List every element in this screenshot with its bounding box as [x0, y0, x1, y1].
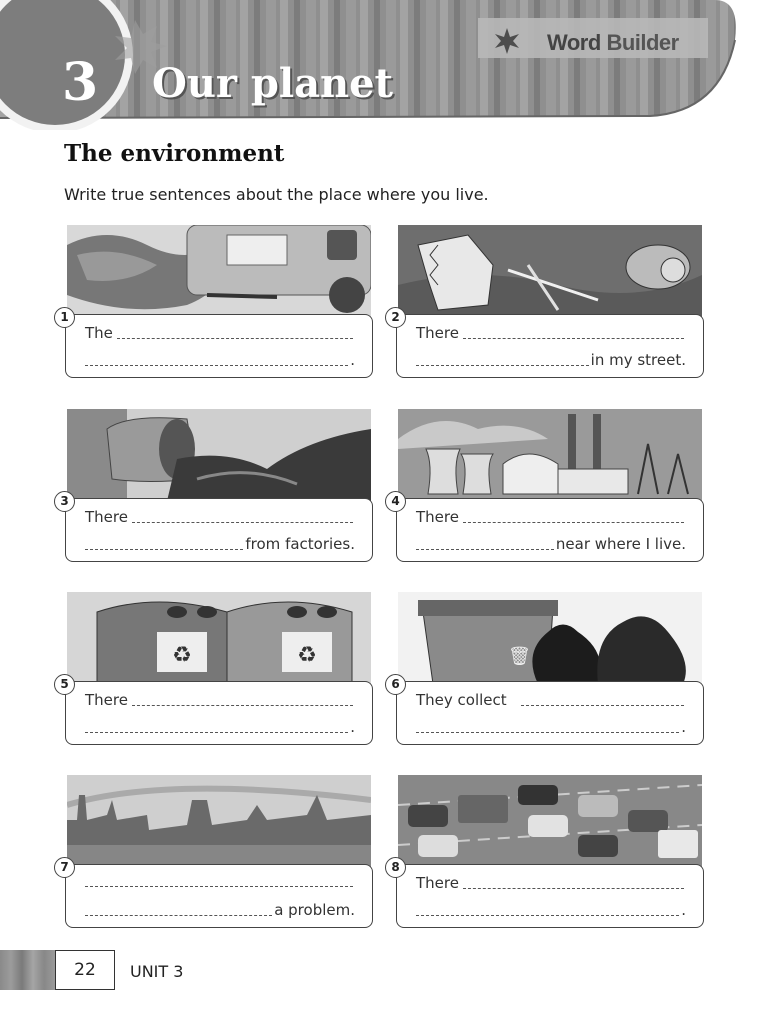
answer-line-2[interactable]: .: [85, 351, 355, 369]
answer-line-1[interactable]: There: [416, 508, 686, 526]
unit-header: [0, 0, 768, 130]
answer-line-1[interactable]: There: [416, 874, 686, 892]
exercise-card-6: [391, 592, 704, 748]
page-title: Our planet: [152, 60, 394, 107]
answer-line-1[interactable]: They collect: [416, 691, 686, 709]
exercise-number: 6: [385, 674, 406, 695]
smog-city-image: [67, 775, 371, 867]
answer-box[interactable]: [391, 310, 704, 378]
traffic-jam-image: [398, 775, 702, 867]
unit-number: 3: [62, 52, 99, 113]
recycling-bins-image: [67, 592, 371, 684]
answer-line-2[interactable]: from factories.: [85, 535, 355, 553]
exercise-number: 1: [54, 307, 75, 328]
exercise-card-5: [60, 592, 373, 748]
unit-label: UNIT 3: [130, 962, 184, 981]
answer-line-1[interactable]: There: [85, 691, 355, 709]
instructions: Write true sentences about the place where you live.: [64, 185, 489, 204]
svg-text:♻: ♻: [172, 643, 192, 668]
factory-pipe-image: [67, 409, 371, 501]
exercise-card-8: [391, 775, 704, 931]
answer-box[interactable]: [391, 677, 704, 745]
exercise-card-1: [60, 225, 373, 381]
answer-box[interactable]: [60, 677, 373, 745]
exercise-number: 2: [385, 307, 406, 328]
answer-line-1[interactable]: There: [85, 508, 355, 526]
answer-box[interactable]: [391, 494, 704, 562]
answer-line-2[interactable]: .: [416, 718, 686, 736]
answer-line-1[interactable]: [85, 874, 355, 890]
exercise-card-2: [391, 225, 704, 381]
page-number: 22: [55, 950, 115, 990]
answer-line-1[interactable]: The: [85, 324, 355, 342]
exercise-number: 4: [385, 491, 406, 512]
answer-box[interactable]: [60, 310, 373, 378]
car-exhaust-image: [67, 225, 371, 317]
exercise-card-7: [60, 775, 373, 931]
answer-line-2[interactable]: near where I live.: [416, 535, 686, 553]
svg-text:♻: ♻: [297, 643, 317, 668]
word-builder-label: Word Builder: [547, 30, 679, 55]
answer-box[interactable]: [60, 494, 373, 562]
answer-line-1[interactable]: There: [416, 324, 686, 342]
section-title: The environment: [64, 140, 285, 167]
exercise-number: 7: [54, 857, 75, 878]
answer-line-2[interactable]: .: [85, 718, 355, 736]
svg-text:🗑: 🗑: [508, 646, 531, 667]
exercise-number: 5: [54, 674, 75, 695]
litter-image: [398, 225, 702, 317]
answer-line-2[interactable]: in my street.: [416, 351, 686, 369]
exercise-number: 3: [54, 491, 75, 512]
exercise-card-4: [391, 409, 704, 565]
power-station-image: [398, 409, 702, 501]
answer-line-2[interactable]: a problem.: [85, 901, 355, 919]
exercise-card-3: [60, 409, 373, 565]
footer-stripe: [0, 950, 55, 990]
answer-box[interactable]: [391, 860, 704, 928]
exercise-number: 8: [385, 857, 406, 878]
answer-box[interactable]: [60, 860, 373, 928]
answer-line-2[interactable]: .: [416, 901, 686, 919]
rubbish-bags-image: [398, 592, 702, 684]
